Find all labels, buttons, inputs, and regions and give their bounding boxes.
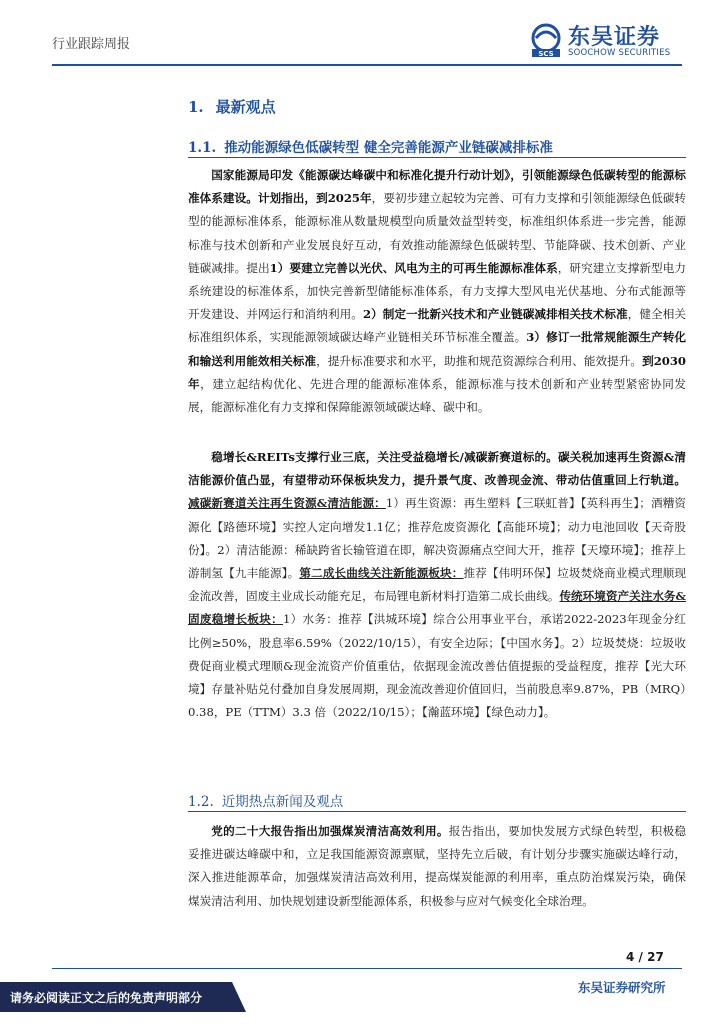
logo-chinese-name: 东吴证券 <box>568 25 661 50</box>
subsection-divider <box>188 157 686 158</box>
paragraph-investment-view: 稳增长&REITs支撑行业三底，关注受益稳增长/减碳新赛道标的。碳关税加速再生资源&清洁能源价值凸显，有望带动环保板块发力，提升景气度、改善现金流、带动估值重回上行轨道。减碳新赛道关注再生资源&清洁能源：1）再生资源：再生塑料【三联虹普】【英科再生】；酒糟资源化【路德环境】实控人定向增发1.1亿；推荐危废资源化【高能环境】；动力电池回收【天奇股份】。2）清洁能源：稀缺跨省长输管道在即，解决资源痛点空间大开，推荐【天壕环境】；推荐上游制氢【九丰能源】。第二成长曲线关注新能源板块：推荐【伟明环保】垃圾焚烧商业模式理顺现金流改善，固废主业成长动能充足，布局锂电新材料打造第二成长曲线。传统环境资产关注水务&固废稳增长板块：1）水务：推荐【洪城环境】综合公用事业平台，承诺2022-2023年现金分红比例≥50%，股息率6.59%（2022/10/15），有安全边际；【中国水务】。2）垃圾焚烧：垃圾收费促商业模式理顺&现金流资产价值重估，依据现金流改善估值提振的受益程度，推荐【光大环境】存量补贴兑付叠加自身发展周期，现金流改善迎价值回归，当前股息率9.87%，PB（MRQ）0.38，PE（TTM）3.3 倍（2022/10/15）；【瀚蓝环境】【绿色动力】。 <box>188 450 687 720</box>
brand-logo <box>528 22 678 62</box>
soochow-logo-icon <box>528 22 564 58</box>
subsection-divider <box>188 811 686 812</box>
subsection-title: 近期热点新闻及观点 <box>221 794 344 810</box>
logo-english-name: SOOCHOW SECURITIES <box>568 48 671 58</box>
section-heading-1 <box>188 96 276 117</box>
subsection-heading-1-1 <box>188 136 553 156</box>
disclaimer-text: 请务必阅读正文之后的免责声明部分 <box>10 991 203 1005</box>
subsection-heading-1-2 <box>188 790 343 810</box>
logo-abbr: SCS <box>538 50 554 58</box>
paragraph-coal-news: 党的二十大报告指出加强煤炭清洁高效利用。报告指出，要加快发展方式绿色转型，积极稳妥推进碳达峰碳中和，立足我国能源资源禀赋，坚持先立后破，有计划分步骤实施碳达峰行动，深入推进能源革命，加强煤炭清洁高效利用，提高煤炭能源的利用率，重点防治煤炭污染，确保煤炭清洁利用、加快规划建设新型能源体系，积极参与应对气候变化全球治理。 <box>188 824 686 908</box>
institute-name: 东吴证券研究所 <box>578 980 666 995</box>
footer-divider <box>52 968 682 969</box>
section-title: 最新观点 <box>215 98 276 116</box>
header-divider <box>52 64 682 66</box>
page-number: 4 / 27 <box>626 950 664 964</box>
subsection-number: 1.2. <box>188 794 214 810</box>
section-number: 1. <box>188 98 204 116</box>
report-type-label: 行业跟踪周报 <box>52 37 131 52</box>
paragraph-energy-standards: 国家能源局印发《能源碳达峰碳中和标准化提升行动计划》，引领能源绿色低碳转型的能源标准体系建设。计划指出，到2025年，要初步建立起较为完善、可有力支撑和引领能源绿色低碳转型的能源标准体系，能源标准从数量规模型向质量效益型转变，标准组织体系进一步完善，能源标准与技术创新和产业发展良好互动，有效推动能源绿色低碳转型、节能降碳、技术创新、产业链碳减排。提出1）要建立完善以光伏、风电为主的可再生能源标准体系，研究建立支撑新型电力系统建设的标准体系，加快完善新型储能标准体系，有力支撑大型风电光伏基地、分布式能源等开发建设、并网运行和消纳利用。2）制定一批新兴技术和产业链碳减排相关技术标准，健全相关标准组织体系，实现能源领域碳达峰产业链相关环节标准全覆盖。3）修订一批常规能源生产转化和输送利用能效相关标准，提升标准要求和水平，助推和规范资源综合利用、能效提升。到2030年，建立起结构优化、先进合理的能源标准体系，能源标准与技术创新和产业转型紧密协同发展，能源标准化有力支撑和保障能源领域碳达峰、碳中和。 <box>188 168 686 415</box>
subsection-title: 推动能源绿色低碳转型 健全完善能源产业链碳减排标准 <box>224 140 553 156</box>
subsection-number: 1.1. <box>188 140 217 156</box>
